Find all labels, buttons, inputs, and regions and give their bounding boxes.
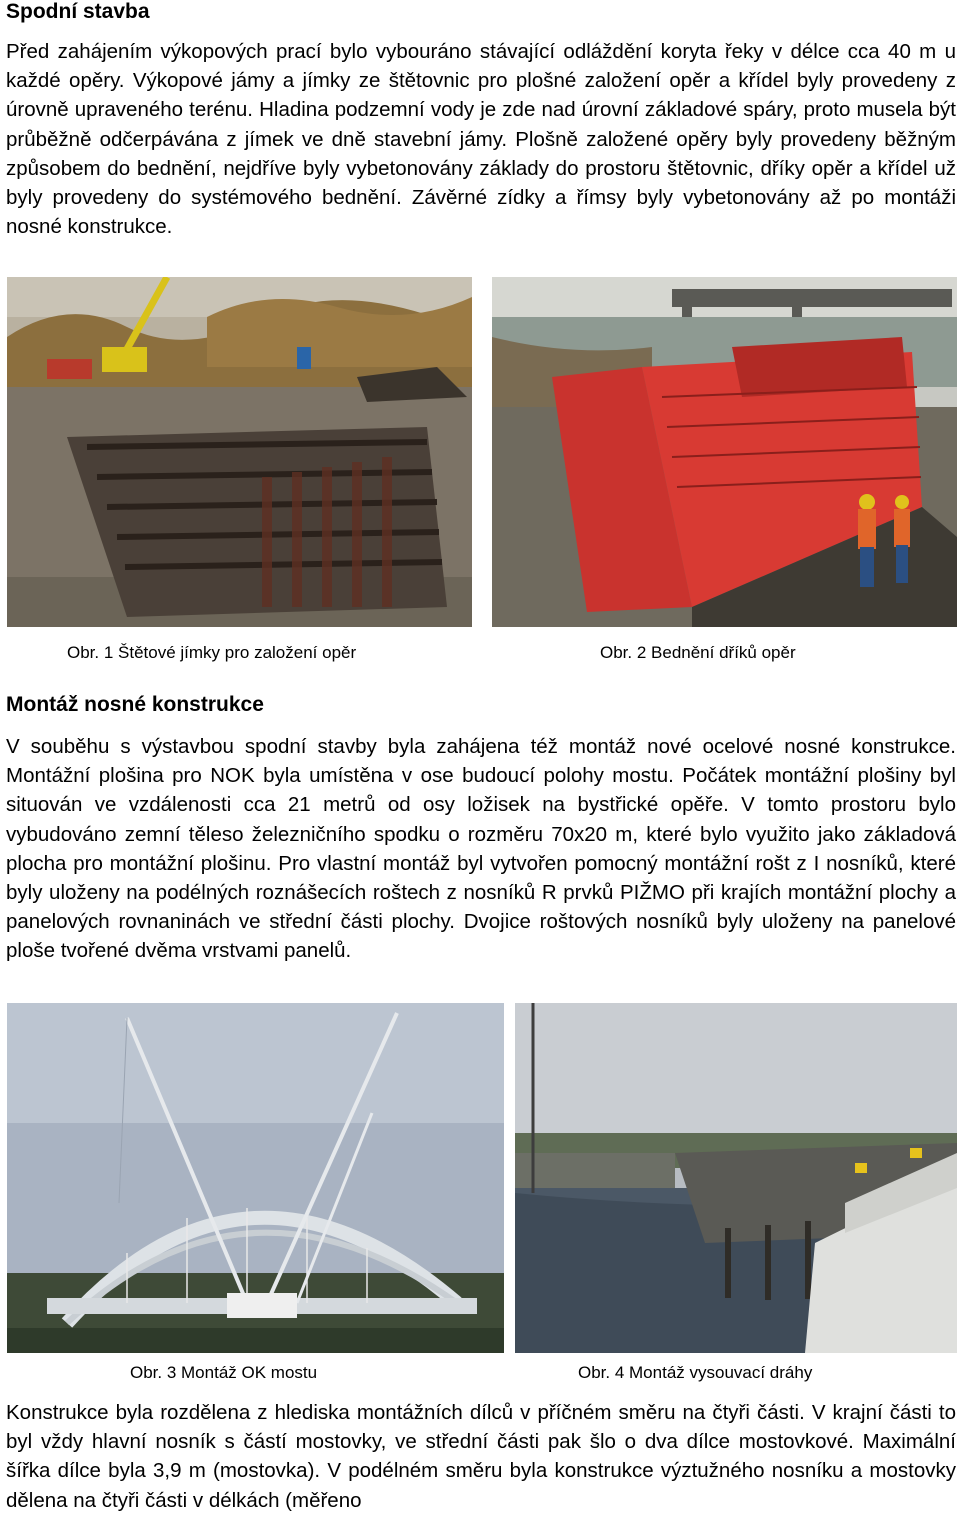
paragraph-montaz-nosne-konstrukce: V souběhu s výstavbou spodní stavby byla zahájena též montáž nové ocelové nosné konstrukce. Montážní plošina pro NOK byla umístěna v ose budoucí polohy mostu. Počátek montážní plošiny byl situován ve vzdálenosti cca 21 metrů od osy ložisek na bystřické opěře. V tomto prostoru bylo vybudováno zemní těleso železničního spodku o rozměru 70x20 m, které bylo využito jako základová plocha pro montážní plošinu. Pro vlastní montáž byl vytvořen pomocný montážní rošt z I nosníků, které byly uloženy na podélných roznášecích roštech z nosníků R prvků PIŽMO při krajích montážní plochy a panelových rovnaninách ve střední části plochy. Dvojice roštových nosníků byly uloženy na panelové ploše tvořené dvěma vrstvami panelů. bbox=[6, 735, 956, 963]
photo-abutment-formwork bbox=[492, 277, 957, 627]
section-heading-montaz-nosne-konstrukce: Montáž nosné konstrukce bbox=[6, 693, 264, 716]
paragraph-konstrukce-rozdeleni: Konstrukce byla rozdělena z hlediska montážních dílců v příčném směru na čtyři části. V krajní části to byl vždy hlavní nosník s částí mostovky, ve střední části pak šlo o dva dílce mostovkové. Maximální šířka dílce byla 3,9 m (mostovka). V podélném směru byla konstrukce výztužného nosníku a mostovky dělena na čtyři části v délkách (měřeno bbox=[6, 1401, 956, 1512]
photo-steel-arch-assembly bbox=[7, 1003, 504, 1353]
figure-caption-4: Obr. 4 Montáž vysouvací dráhy bbox=[578, 1363, 813, 1382]
figure-caption-1: Obr. 1 Štětové jímky pro založení opěr bbox=[67, 643, 357, 662]
photo-sheet-pile-pits bbox=[7, 277, 472, 627]
figure-caption-2: Obr. 2 Bednění dříků opěr bbox=[600, 643, 796, 662]
paragraph-spodni-stavba: Před zahájením výkopových prací bylo vybouráno stávající odláždění koryta řeky v délce cca 40 m u každé opěry. Výkopové jámy a jímky ze štětovnic pro plošné založení opěr a křídel byly provedeny z úrovně upraveného terénu. Hladina podzemní vody je zde nad úrovní základové spáry, proto musela být průběžně odčerpávána z jímek ve dně stavební jámy. Plošně založené opěry byly provedeny běžným způsobem do bednění, nejdříve byly vybetonovány základy do prostoru štětovnic, dříky opěr a křídel už byly provedeny do systémového bednění. Závěrné zídky a římsy byly vybetonovány až po montáži nosné konstrukce. bbox=[6, 40, 956, 239]
figure-caption-3: Obr. 3 Montáž OK mostu bbox=[130, 1363, 318, 1382]
photo-launching-track-assembly bbox=[515, 1003, 957, 1353]
section-heading-spodni-stavba: Spodní stavba bbox=[6, 0, 150, 23]
